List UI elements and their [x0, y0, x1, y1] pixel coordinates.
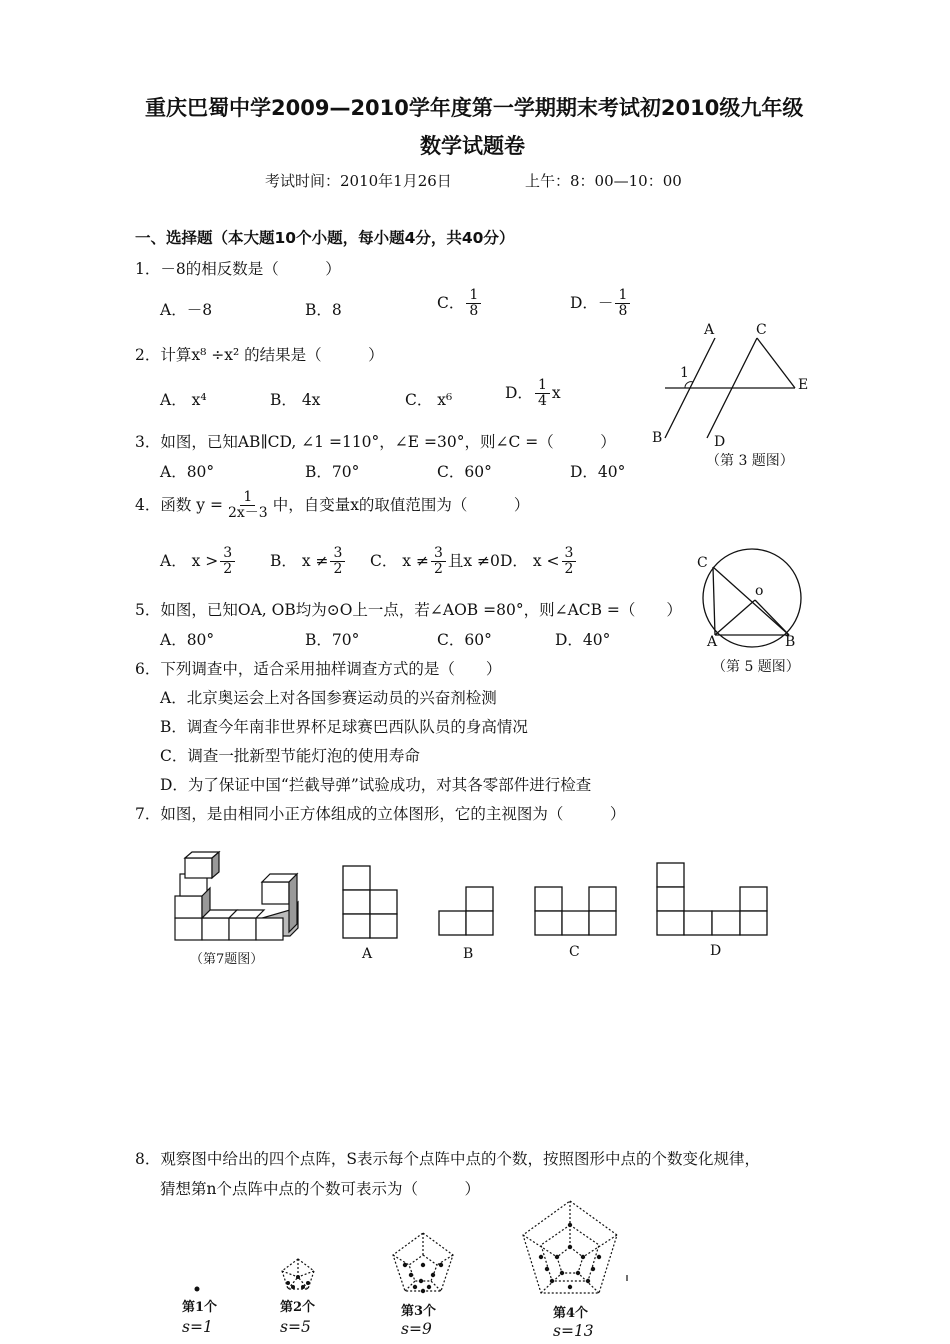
- q6-option-a: A．北京奥运会上对各国参赛运动员的兴奋剂检测: [160, 689, 497, 707]
- q4-option-b: B． x ≠ $\frac{3}{2}$: [270, 546, 347, 578]
- q8-stem-line2: 猜想第n个点阵中点的个数可表示为（ ）: [160, 1180, 480, 1198]
- q3-label-d: D: [714, 434, 726, 450]
- q2-option-a: A． x⁴: [160, 391, 207, 409]
- q7-option-c-figure: [535, 887, 618, 937]
- q7-option-c-label: C: [569, 944, 580, 960]
- q7-caption: （第7题图）: [190, 952, 264, 967]
- q6-option-b: B．调查今年南非世界杯足球赛巴西队队员的身高情况: [160, 718, 528, 736]
- q5-caption: （第 5 题图）: [712, 659, 800, 675]
- q7-option-b-figure: [439, 887, 495, 937]
- q5-label-a: A: [707, 634, 718, 650]
- section-heading: 一、选择题（本大题10个小题，每小题4分，共40分）: [135, 229, 515, 247]
- q4-option-c: C． x ≠ $\frac{3}{2}$ 且x ≠0: [370, 545, 500, 578]
- exam-time: 考试时间：2010年1月26日: [265, 172, 452, 190]
- q5-option-a: A．80°: [160, 631, 215, 649]
- q7-option-d-figure: [657, 863, 769, 937]
- q8-fig2-s: s=5: [280, 1318, 311, 1336]
- q8-fig3-s: s=9: [401, 1320, 432, 1338]
- q5-option-c: C．60°: [437, 631, 492, 649]
- q3-label-a: A: [704, 322, 715, 338]
- q2-stem: 2．计算x⁸ ÷x² 的结果是（ ）: [135, 346, 384, 364]
- q2-option-b: B． 4x: [270, 391, 321, 409]
- q8-fig4-label: 第4个: [553, 1306, 589, 1321]
- q6-stem: 6．下列调查中，适合采用抽样调查方式的是（ ）: [135, 660, 502, 678]
- q8-fig1-label: 第1个: [182, 1300, 218, 1315]
- q7-stem: 7．如图，是由相同小正方体组成的立体图形，它的主视图为（ ）: [135, 805, 626, 823]
- q1-option-a: A．－8: [160, 301, 213, 319]
- q5-option-b: B．70°: [305, 631, 360, 649]
- q3-option-a: A．80°: [160, 463, 215, 481]
- q1-option-d: D．－ $\frac{1}{8}$: [570, 288, 632, 320]
- q6-option-c: C．调查一批新型节能灯泡的使用寿命: [160, 747, 420, 765]
- q8-dot-patterns: [185, 1195, 645, 1305]
- q2-option-c: C． x⁶: [405, 391, 453, 409]
- q3-option-d: D．40°: [570, 463, 626, 481]
- q3-stem: 3．如图，已知AB∥CD, ∠1 =110°，∠E =30°，则∠C =（ ）: [135, 433, 616, 451]
- q8-fig2-label: 第2个: [280, 1300, 316, 1315]
- q8-fig4-s: s=13: [553, 1322, 594, 1340]
- exam-session: 上午：8：00—10：00: [525, 172, 682, 190]
- q3-option-c: C．60°: [437, 463, 492, 481]
- q5-stem: 5．如图，已知OA, OB均为⊙O上一点，若∠AOB =80°，则∠ACB =（ ）: [135, 601, 682, 619]
- q5-label-c: C: [697, 555, 708, 571]
- q3-caption: （第 3 题图）: [706, 453, 794, 469]
- q8-fig1-s: s=1: [182, 1318, 213, 1336]
- q5-label-o: o: [755, 583, 764, 599]
- q5-label-b: B: [785, 634, 796, 650]
- q6-option-d: D．为了保证中国“拦截导弹”试验成功，对其各零部件进行检查: [160, 776, 592, 794]
- q7-option-d-label: D: [710, 943, 722, 959]
- q4-option-d: D． x < $\frac{3}{2}$: [500, 546, 578, 578]
- q1-option-b: B．8: [305, 301, 342, 319]
- q3-label-e: E: [798, 377, 809, 393]
- q1-stem: 1．－8的相反数是（ ）: [135, 260, 341, 278]
- q7-option-b-label: B: [463, 946, 474, 962]
- exam-title-line2: 数学试题卷: [420, 134, 525, 158]
- q3-label-1: 1: [680, 365, 689, 381]
- q3-option-b: B．70°: [305, 463, 360, 481]
- q7-option-a-label: A: [362, 946, 373, 962]
- q2-option-d: D． $\frac{1}{4}$ x: [505, 377, 561, 410]
- q3-label-c: C: [756, 322, 767, 338]
- q7-solid-figure: [170, 852, 305, 947]
- exam-title-line1: 重庆巴蜀中学2009—2010学年度第一学期期末考试初2010级九年级: [145, 96, 804, 120]
- q4-stem: 4．函数 y = $\frac{1}{2x-3}$ 中，自变量x的取值范围为（ ）: [135, 489, 530, 522]
- q4-option-a: A． x > $\frac{3}{2}$: [160, 546, 237, 578]
- q8-fig3-label: 第3个: [401, 1304, 437, 1319]
- q3-label-b: B: [652, 430, 663, 446]
- q1-option-c: C． $\frac{1}{8}$: [437, 288, 483, 320]
- q5-option-d: D．40°: [555, 631, 611, 649]
- q8-stem-line1: 8．观察图中给出的四个点阵，S表示每个点阵中点的个数，按照图形中点的个数变化规律，: [135, 1150, 760, 1168]
- q7-option-a-figure: [343, 866, 399, 938]
